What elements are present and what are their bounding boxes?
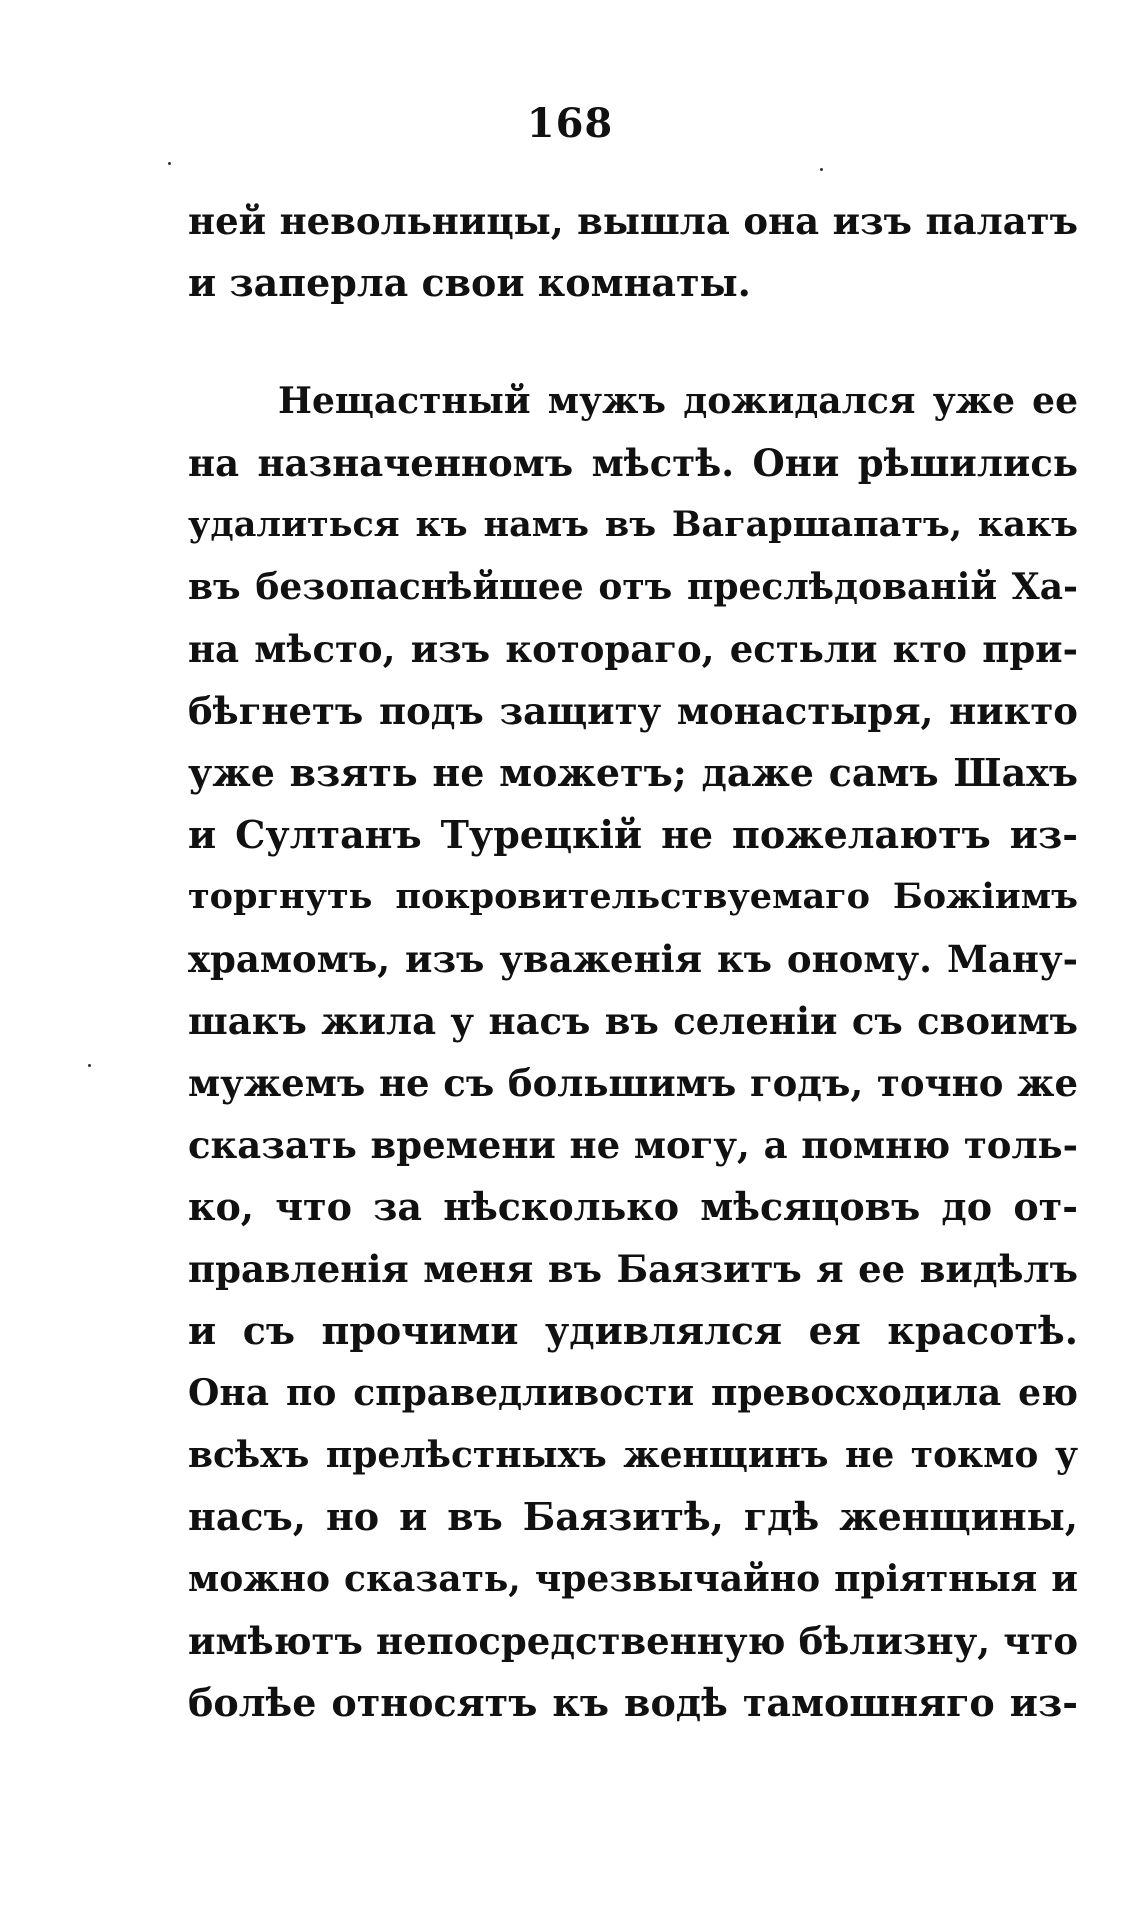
text-line: имѣютъ непосредственную бѣлизну, что bbox=[188, 1619, 1078, 1663]
text-line: на мѣсто, изъ котораго, естьли кто при- bbox=[188, 627, 1078, 671]
text-line: Нещастный мужъ дожидался уже ее bbox=[278, 380, 1078, 422]
text-line: мужемъ не съ большимъ годъ, точно же bbox=[188, 1061, 1078, 1105]
text-line: всѣхъ прелѣстныхъ женщинъ не токмо у bbox=[188, 1434, 1078, 1476]
text-line: храмомъ, изъ уваженія къ оному. Ману- bbox=[188, 937, 1078, 981]
paragraph-continued bbox=[188, 190, 1078, 314]
text-line: ней невольницы, вышла она изъ палатъ bbox=[188, 199, 1078, 243]
text-line: болѣе относятъ къ водѣ тамошняго из- bbox=[188, 1680, 1078, 1725]
text-line: можно сказать, чрезвычайно пріятныя и bbox=[188, 1558, 1078, 1600]
text-line: и съ прочими удивлялся ея красотѣ. bbox=[188, 1308, 1078, 1353]
text-line: сказать времени не могу, а помню толь- bbox=[188, 1123, 1078, 1167]
text-line: и Султанъ Турецкій не пожелаютъ из- bbox=[188, 812, 1078, 857]
text-line: въ безопаснѣйшее отъ преслѣдованій Ха- bbox=[188, 566, 1078, 608]
text-line: правленія меня въ Баязитъ я ее видѣлъ bbox=[188, 1247, 1078, 1291]
text-line: торгнуть покровительствуемаго Божіимъ bbox=[188, 876, 1078, 917]
text-line: удалиться къ намъ въ Вагаршапатъ, какъ bbox=[188, 504, 1078, 545]
text-line: и заперла свои комнаты. bbox=[188, 260, 751, 305]
paragraph-main bbox=[188, 370, 1078, 1734]
text-line: шакъ жила у насъ въ селеніи съ своимъ bbox=[188, 999, 1078, 1043]
page-number: 168 bbox=[526, 100, 614, 147]
print-speck bbox=[820, 168, 823, 171]
text-line: уже взять не можетъ; даже самъ Шахъ bbox=[188, 750, 1078, 795]
print-speck bbox=[168, 162, 171, 165]
print-speck bbox=[88, 1064, 91, 1067]
text-line: ко, что за нѣсколько мѣсяцовъ до от- bbox=[188, 1184, 1078, 1229]
text-line: бѣгнетъ подъ защиту монастыря, никто bbox=[188, 689, 1078, 733]
text-line: насъ, но и въ Баязитѣ, гдѣ женщины, bbox=[188, 1494, 1078, 1539]
text-line: Она по справедливости превосходила ею bbox=[188, 1372, 1078, 1414]
text-line: на назначенномъ мѣстѣ. Они рѣшились bbox=[188, 441, 1078, 485]
